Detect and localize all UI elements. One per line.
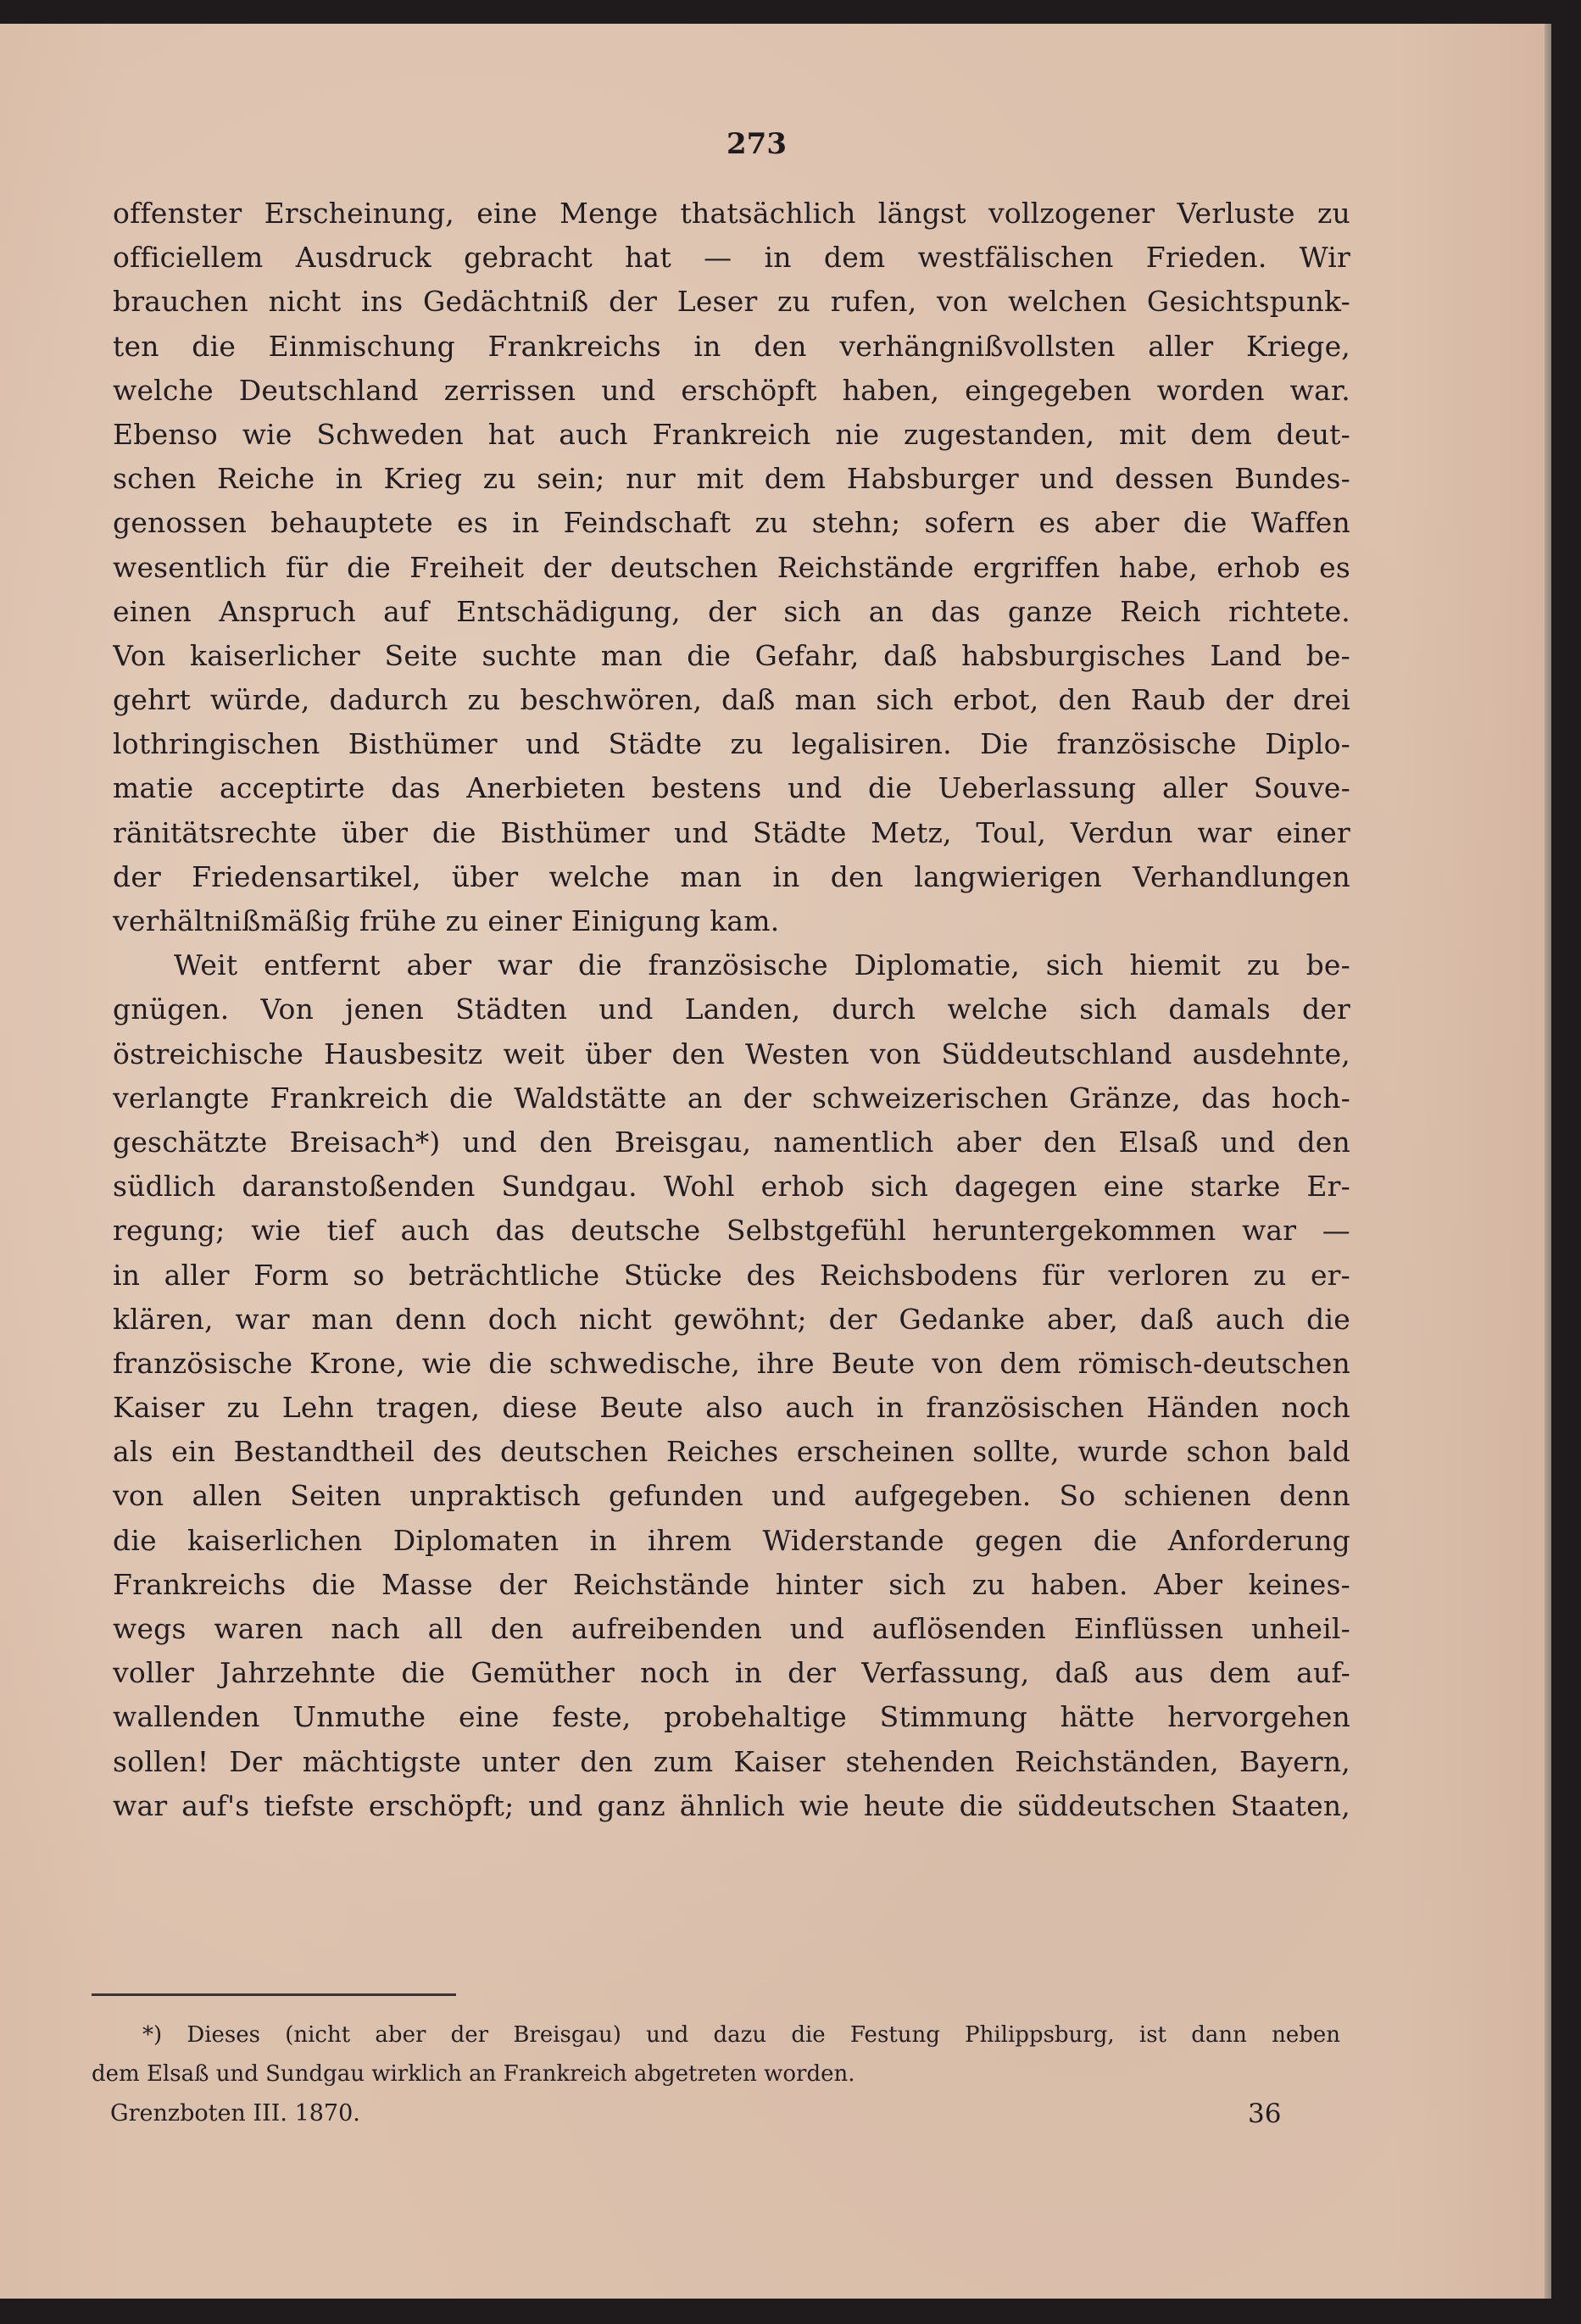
text-line: einen Anspruch auf Entschädigung, der sich an das ganze Reich richtete. — [113, 594, 1350, 628]
footnote-line: *) Dieses (nicht aber der Breisgau) und dazu die Festung Philippsburg, ist dann neben — [142, 2022, 1340, 2048]
text-line: welche Deutschland zerrissen und erschöpft haben, eingegeben worden war. — [113, 373, 1350, 407]
text-line: in aller Form so beträchtliche Stücke des Reichsbodens für verloren zu er- — [113, 1258, 1350, 1292]
text-line: Frankreichs die Masse der Reichstände hinter sich zu haben. Aber keines- — [113, 1567, 1350, 1601]
scan-background — [0, 2299, 1581, 2324]
text-line: ränitätsrechte über die Bisthümer und Städte Metz, Toul, Verdun war einer — [113, 815, 1350, 849]
body-text — [113, 192, 1350, 1828]
text-line: lothringischen Bisthümer und Städte zu legalisiren. Die französische Diplo- — [113, 727, 1350, 761]
printer-signature: Grenzboten III. 1870. — [110, 2100, 360, 2127]
page-edge — [1545, 24, 1551, 2300]
text-line: sollen! Der mächtigste unter den zum Kaiser stehenden Reichständen, Bayern, — [113, 1744, 1350, 1778]
text-line: die kaiserlichen Diplomaten in ihrem Widerstande gegen die Anforderung — [113, 1523, 1350, 1557]
sheet-number: 36 — [1248, 2099, 1282, 2129]
text-line: officiellem Ausdruck gebracht hat — in dem westfälischen Frieden. Wir — [113, 241, 1350, 275]
paragraph-start-line: Weit entfernt aber war die französische Diplomatie, sich hiemit zu be- — [174, 948, 1350, 982]
text-line: war auf's tiefste erschöpft; und ganz ähnlich wie heute die süddeutschen Staaten, — [113, 1788, 1350, 1822]
text-line: von allen Seiten unpraktisch gefunden und aufgegeben. So schienen denn — [113, 1479, 1350, 1513]
text-line: wesentlich für die Freiheit der deutschen Reichstände ergriffen habe, erhob es — [113, 550, 1350, 584]
text-line: östreichische Hausbesitz weit über den Westen von Süddeutschland ausdehnte, — [113, 1037, 1350, 1070]
text-line: gehrt würde, dadurch zu beschwören, daß man sich erbot, den Raub der drei — [113, 683, 1350, 717]
text-line: wegs waren nach all den aufreibenden und auflösenden Einflüssen unheil- — [113, 1612, 1350, 1645]
text-line: regung; wie tief auch das deutsche Selbstgefühl heruntergekommen war — — [113, 1214, 1350, 1248]
footnote-line: dem Elsaß und Sundgau wirklich an Frankreich abgetreten worden. — [92, 2061, 855, 2087]
text-line: klären, war man denn doch nicht gewöhnt; der Gedanke aber, daß auch die — [113, 1302, 1350, 1336]
text-line: brauchen nicht ins Gedächtniß der Leser zu rufen, von welchen Gesichtspunk- — [113, 285, 1350, 319]
text-line: Von kaiserlicher Seite suchte man die Gefahr, daß habsburgisches Land be- — [113, 638, 1350, 672]
text-line: Kaiser zu Lehn tragen, diese Beute also auch in französischen Händen noch — [113, 1391, 1350, 1425]
text-line: voller Jahrzehnte die Gemüther noch in der Verfassung, daß aus dem auf- — [113, 1656, 1350, 1690]
text-line: wallenden Unmuthe eine feste, probehaltige Stimmung hätte hervorgehen — [113, 1700, 1350, 1734]
text-line: offenster Erscheinung, eine Menge thatsächlich längst vollzogener Verluste zu — [113, 197, 1350, 230]
page-number: 273 — [726, 127, 787, 161]
text-line: gnügen. Von jenen Städten und Landen, durch welche sich damals der — [113, 992, 1350, 1026]
paragraph-end-line: verhältnißmäßig frühe zu einer Einigung kam. — [113, 904, 780, 937]
text-line: matie acceptirte das Anerbieten bestens und die Ueberlassung aller Souve- — [113, 771, 1350, 805]
text-line: genossen behauptete es in Feindschaft zu stehn; sofern es aber die Waffen — [113, 506, 1350, 540]
text-line: der Friedensartikel, über welche man in den langwierigen Verhandlungen — [113, 859, 1350, 893]
text-line: südlich daranstoßenden Sundgau. Wohl erhob sich dagegen eine starke Er- — [113, 1170, 1350, 1204]
footnote — [92, 2015, 1340, 2093]
text-line: verlangte Frankreich die Waldstätte an der schweizerischen Gränze, das hoch- — [113, 1081, 1350, 1115]
text-line: schen Reiche in Krieg zu sein; nur mit dem Habsburger und dessen Bundes- — [113, 462, 1350, 496]
text-line: geschätzte Breisach*) und den Breisgau, namentlich aber den Elsaß und den — [113, 1125, 1350, 1159]
text-line: ten die Einmischung Frankreichs in den verhängnißvollsten aller Kriege, — [113, 329, 1350, 363]
text-line: französische Krone, wie die schwedische, ihre Beute von dem römisch-deutschen — [113, 1346, 1350, 1380]
footnote-divider — [92, 1993, 456, 1996]
text-line: Ebenso wie Schweden hat auch Frankreich nie zugestanden, mit dem deut- — [113, 417, 1350, 451]
text-line: als ein Bestandtheil des deutschen Reiches erscheinen sollte, wurde schon bald — [113, 1435, 1350, 1469]
